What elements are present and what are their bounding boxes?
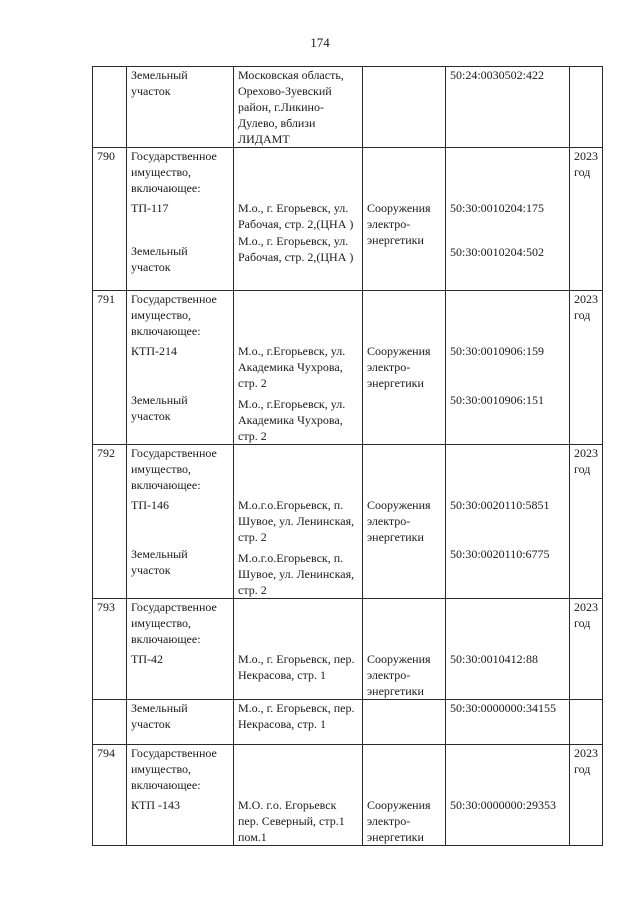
item-name-cell <box>127 599 234 700</box>
item-name-cell <box>127 745 234 846</box>
item-name: Земельный участок <box>131 547 188 577</box>
year-cell <box>570 148 603 291</box>
group-title: Государственное имущество, включающее: <box>131 746 217 792</box>
item-address: М.о.г.о.Егорьевск, п. Шувое, ул. Ленинская, стр. 2 <box>238 551 355 597</box>
item-name: ТП-117 <box>131 201 169 215</box>
item-address: М.О. г.о. Егорьевск пер. Северный, стр.1 пом.1 <box>238 798 345 844</box>
year: 2023 год <box>574 600 598 630</box>
item-name: Земельный участок <box>131 68 188 98</box>
item-category: Сооружения электро-энергетики <box>367 344 431 390</box>
item-category: Сооружения электро-энергетики <box>367 798 431 844</box>
year-cell <box>570 445 603 599</box>
table-row <box>93 67 603 148</box>
category-cell <box>363 291 446 445</box>
row-number-cell <box>93 445 127 599</box>
item-category: Сооружения электро-энергетики <box>367 201 431 247</box>
year: 2023 год <box>574 149 598 179</box>
item-name: КТП -143 <box>131 798 180 812</box>
group-title: Государственное имущество, включающее: <box>131 149 217 195</box>
item-name-cell <box>127 148 234 291</box>
row-number: 794 <box>97 746 115 760</box>
year: 2023 год <box>574 446 598 476</box>
category-cell <box>363 67 446 148</box>
item-name: Земельный участок <box>131 393 188 423</box>
item-address: М.о., г. Егорьевск, ул. Рабочая, стр. 2,(ЦНА ) <box>238 234 354 264</box>
address-cell <box>234 148 363 291</box>
cadastral-number: 50:30:0020110:6775 <box>450 547 550 561</box>
year-cell <box>570 700 603 745</box>
item-name-cell <box>127 67 234 148</box>
cadastral-cell <box>446 148 570 291</box>
item-name-cell <box>127 700 234 745</box>
row-number: 792 <box>97 446 115 460</box>
address-cell <box>234 599 363 700</box>
item-address: М.о., г. Егорьевск, ул. Рабочая, стр. 2,(ЦНА ) <box>238 201 354 231</box>
item-address: М.о., г. Егорьевск, пер. Некрасова, стр. 1 <box>238 701 355 731</box>
row-number: 793 <box>97 600 115 614</box>
category-cell <box>363 445 446 599</box>
category-cell <box>363 599 446 700</box>
group-title: Государственное имущество, включающее: <box>131 600 217 646</box>
item-category: Сооружения электро-энергетики <box>367 498 431 544</box>
cadastral-number: 50:30:0010204:502 <box>450 245 545 259</box>
table-row <box>93 599 603 700</box>
cadastral-number: 50:30:0010906:151 <box>450 393 545 407</box>
cadastral-cell <box>446 745 570 846</box>
address-cell <box>234 67 363 148</box>
item-name-cell <box>127 291 234 445</box>
row-number: 791 <box>97 292 115 306</box>
category-cell <box>363 148 446 291</box>
table-row <box>93 291 603 445</box>
category-cell <box>363 745 446 846</box>
item-name: КТП-214 <box>131 344 177 358</box>
row-number-cell <box>93 148 127 291</box>
row-number: 790 <box>97 149 115 163</box>
row-number-cell <box>93 67 127 148</box>
cadastral-number: 50:30:0000000:29353 <box>450 798 557 812</box>
year: 2023 год <box>574 292 598 322</box>
row-number-cell <box>93 700 127 745</box>
item-address: М.о., г.Егорьевск, ул. Академика Чухрова, стр. 2 <box>238 344 346 390</box>
cadastral-number: 50:30:0010204:175 <box>450 201 545 215</box>
property-registry-table <box>92 66 603 846</box>
item-address: М.о., г.Егорьевск, ул. Академика Чухрова, стр. 2 <box>238 397 346 443</box>
address-cell <box>234 745 363 846</box>
item-name: Земельный участок <box>131 701 188 731</box>
page-number: 174 <box>310 35 330 50</box>
cadastral-cell <box>446 599 570 700</box>
item-name-cell <box>127 445 234 599</box>
address-cell <box>234 291 363 445</box>
address-cell <box>234 445 363 599</box>
year-cell <box>570 67 603 148</box>
item-name: ТП-146 <box>131 498 169 512</box>
cadastral-cell <box>446 291 570 445</box>
year-cell <box>570 745 603 846</box>
item-name: Земельный участок <box>131 244 188 274</box>
cadastral-cell <box>446 445 570 599</box>
cadastral-cell <box>446 67 570 148</box>
row-number-cell <box>93 291 127 445</box>
item-name: ТП-42 <box>131 652 163 666</box>
address-cell <box>234 700 363 745</box>
item-address: М.о., г. Егорьевск, пер. Некрасова, стр. 1 <box>238 652 355 682</box>
group-title: Государственное имущество, включающее: <box>131 292 217 338</box>
category-cell <box>363 700 446 745</box>
cadastral-number: 50:30:0020110:5851 <box>450 498 550 512</box>
table-row <box>93 745 603 846</box>
table-row <box>93 445 603 599</box>
item-category: Сооружения электро-энергетики <box>367 652 431 698</box>
cadastral-number: 50:24:0030502:422 <box>450 68 545 82</box>
year: 2023 год <box>574 746 598 776</box>
group-title: Государственное имущество, включающее: <box>131 446 217 492</box>
table-row <box>93 148 603 291</box>
year-cell <box>570 599 603 700</box>
cadastral-number: 50:30:0010906:159 <box>450 344 545 358</box>
item-address: Московская область, Орехово-Зуевский район, г.Ликино-Дулево, вблизи ЛИДАМТ <box>238 68 344 146</box>
row-number-cell <box>93 745 127 846</box>
row-number-cell <box>93 599 127 700</box>
cadastral-number: 50:30:0010412:88 <box>450 652 539 666</box>
table-row <box>93 700 603 745</box>
cadastral-cell <box>446 700 570 745</box>
cadastral-number: 50:30:0000000:34155 <box>450 701 557 715</box>
year-cell <box>570 291 603 445</box>
item-address: М.о.г.о.Егорьевск, п. Шувое, ул. Ленинская, стр. 2 <box>238 498 355 544</box>
